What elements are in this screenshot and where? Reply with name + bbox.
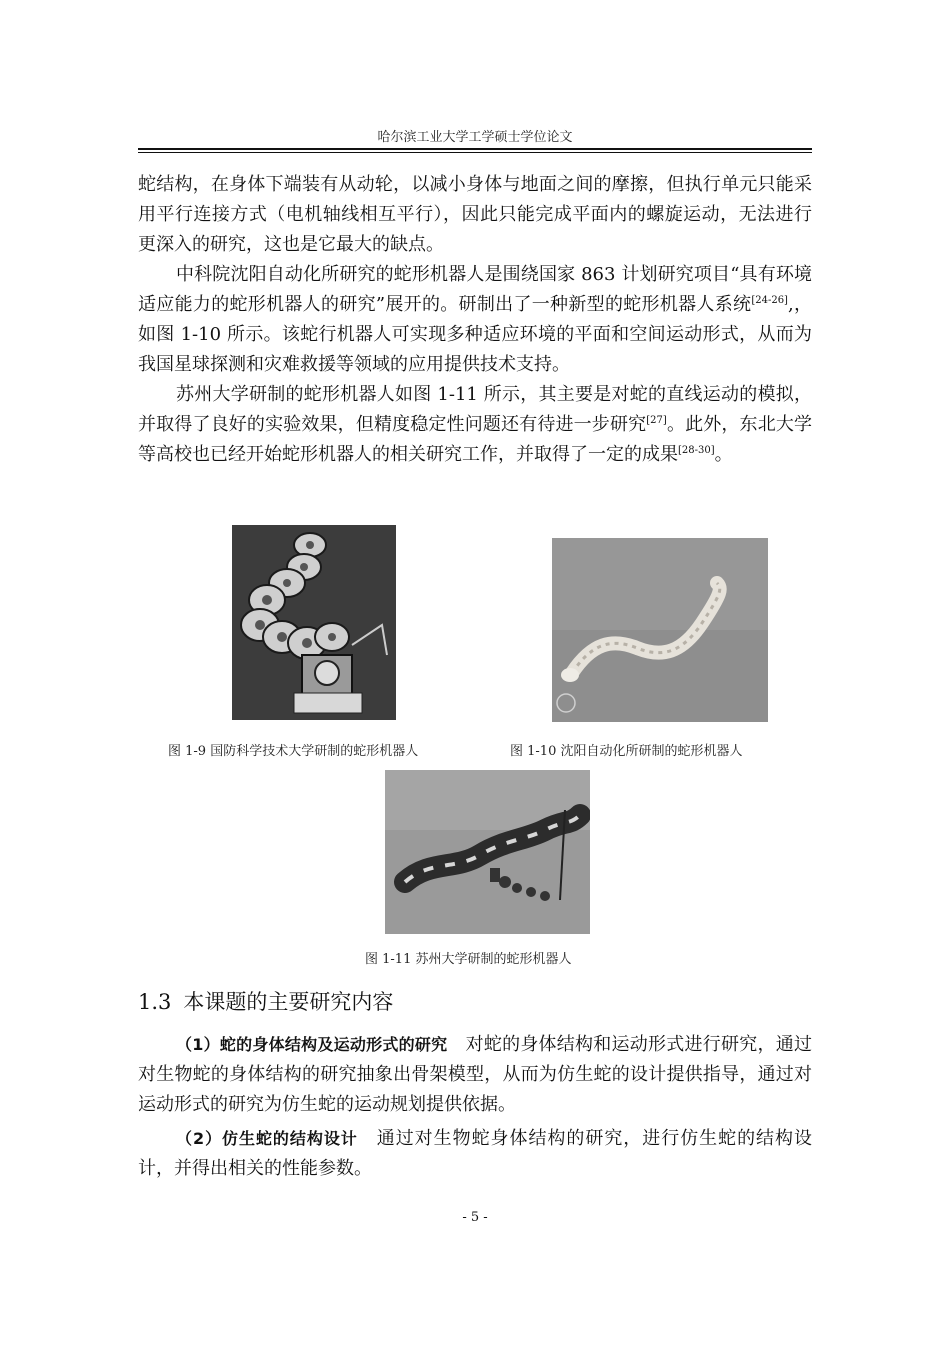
item-2	[138, 1124, 812, 1184]
header-rule-thick	[138, 148, 812, 150]
section-number: 1.3	[138, 990, 172, 1014]
item-1	[138, 1030, 812, 1120]
item-2-text: 通过对生物蛇身体结构的研究，进行仿生蛇的结构设计，并得出相关的性能参数。	[138, 1128, 812, 1179]
paragraph-1: 蛇结构，在身体下端装有从动轮，以减小身体与地面之间的摩擦，但执行单元只能采用平行连接方式（电机轴线相互平行），因此只能完成平面内的螺旋运动，无法进行更深入的研究，这也是它最大的缺点。	[138, 174, 812, 255]
figure-1-9-caption: 图 1-9 国防科学技术大学研制的蛇形机器人	[168, 744, 419, 759]
page-number: - 5 -	[462, 1210, 488, 1225]
citation-24-26: [24-26]	[751, 295, 788, 306]
figure-1-10-photo	[552, 538, 768, 722]
figure-1-9-photo	[232, 525, 396, 720]
item-2-label: （2）仿生蛇的结构设计	[176, 1129, 358, 1148]
paragraph-3	[138, 380, 812, 470]
section-heading	[138, 986, 393, 1016]
figure-1-11-caption: 图 1-11 苏州大学研制的蛇形机器人	[365, 952, 572, 967]
header-rule-thin	[138, 152, 812, 153]
running-header: 哈尔滨工业大学工学硕士学位论文	[377, 130, 573, 145]
paragraph-3-text-b: 。此外，东北大学等高校也已经开始蛇形机器人的相关研究工作，并取得了一定的成果	[138, 414, 813, 465]
citation-27: [27]	[646, 415, 667, 426]
paragraph-3-text-a: 苏州大学研制的蛇形机器人如图 1-11 所示，其主要是对蛇的直线运动的模拟，并取得了良好的实验效果，但精度稳定性问题还有待进一步研究	[138, 384, 812, 435]
paragraph-2-text-a: 中科院沈阳自动化所研究的蛇形机器人是围绕国家 863 计划研究项目“具有环境适应能力的蛇形机器人的研究”展开的。研制出了一种新型的蛇形机器人系统	[138, 264, 812, 315]
paragraph-2-text-b: ,，如图 1-10 所示。该蛇行机器人可实现多种适应环境的平面和空间运动形式，从而为我国星球探测和灾难救援等领域的应用提供技术支持。	[138, 294, 812, 375]
item-1-text: 对蛇的身体结构和运动形式进行研究，通过对生物蛇的身体结构的研究抽象出骨架模型，从而为仿生蛇的设计提供指导，通过对运动形式的研究为仿生蛇的运动规划提供依据。	[138, 1034, 813, 1115]
section-title: 本课题的主要研究内容	[183, 990, 394, 1014]
citation-28-30: [28-30]	[678, 445, 715, 456]
figure-1-11-photo	[385, 770, 590, 934]
figure-1-10-caption: 图 1-10 沈阳自动化所研制的蛇形机器人	[510, 744, 743, 759]
paragraph-2	[138, 260, 812, 380]
paragraph-3-text-c: 。	[714, 444, 733, 465]
item-1-label: （1）蛇的身体结构及运动形式的研究	[176, 1035, 448, 1054]
